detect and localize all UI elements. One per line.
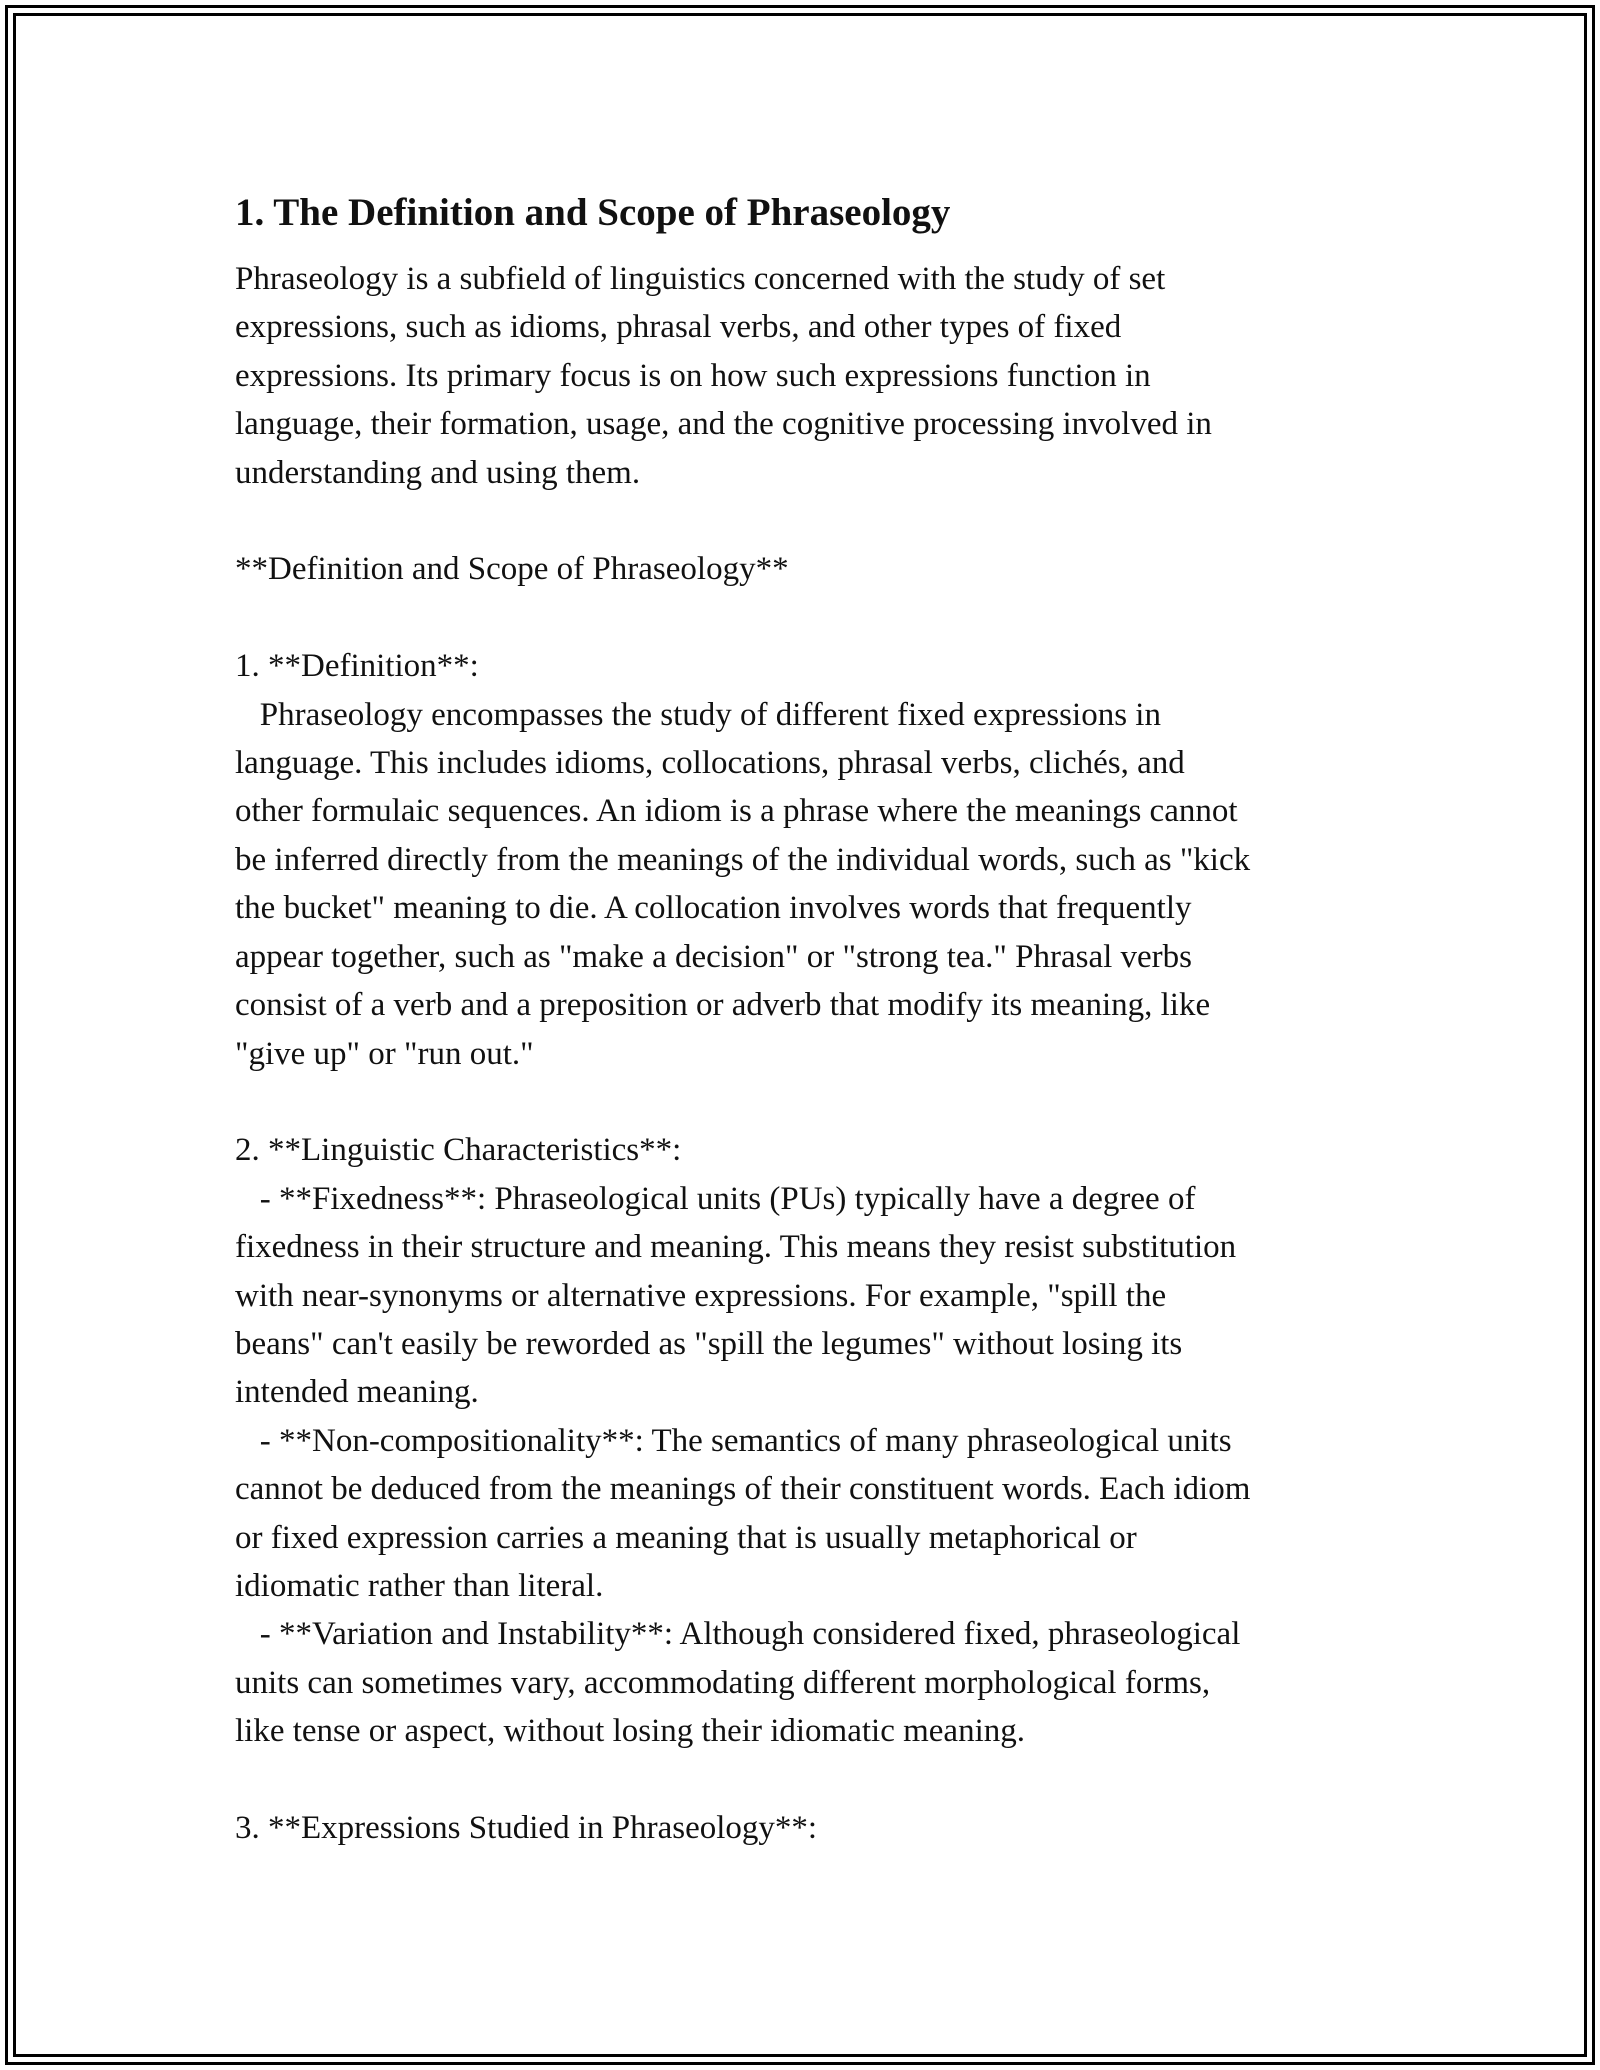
section-heading: 1. The Definition and Scope of Phraseology xyxy=(235,191,951,234)
document-content xyxy=(235,183,1365,1852)
body-text: Phraseology is a subfield of linguistics concerned with the study of set expressions, such as idioms, phrasal verbs, and other types of fixed expressions. Its primary focus is on how such expressions function in language, their formation, usage, and the cognitive processing involved in understanding and using them. **Definition and Scope of Phraseology** 1. **Definition**: Phraseology encompasses the study of different fixed expressions in language. This includes idioms, collocations, phrasal verbs, clichés, and other formulaic sequences. An idiom is a phrase where the meanings cannot be inferred directly from the meanings of the individual words, such as "kick the bucket" meaning to die. A collocation involves words that frequently appear together, such as "make a decision" or "strong tea." Phrasal verbs consist of a verb and a preposition or adverb that modify its meaning, like "give up" or "run out." 2. **Linguistic Characteristics**: - **Fixedness**: Phraseological units (PUs) typically have a degree of fixedness in their structure and meaning. This means they resist substitution with near-synonyms or alternative expressions. For example, "spill the beans" can't easily be reworded as "spill the legumes" without losing its intended meaning. - **Non-compositionality**: The semantics of many phraseological units cannot be deduced from the meanings of their constituent words. Each idiom or fixed expression carries a meaning that is usually metaphorical or idiomatic rather than literal. - **Variation and Instability**: Although considered fixed, phraseological units can sometimes vary, accommodating different morphological forms, like tense or aspect, without losing their idiomatic meaning. 3. **Expressions Studied in Phraseology**: xyxy=(235,261,1251,1846)
